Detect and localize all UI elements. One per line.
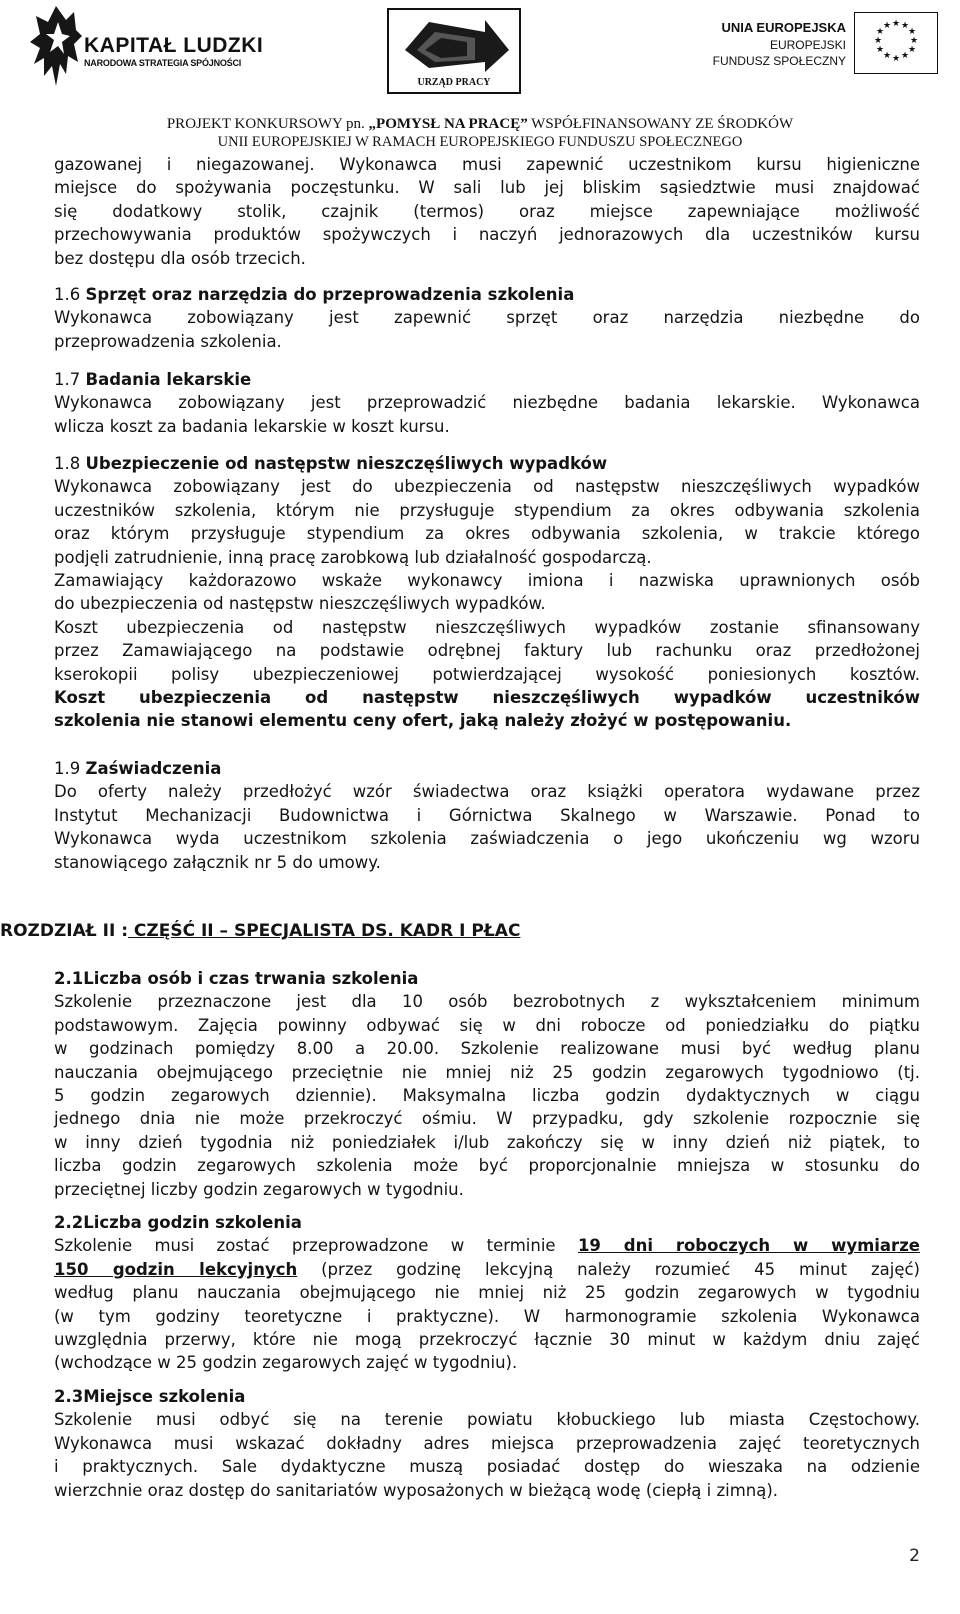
text-line: w inny dzień tygodnia niż poniedziałek i/lub zakończy się w inny dzień niż piątek, to [54,1132,920,1152]
kapital-ludzki-emblem-icon [30,4,84,88]
text-fragment: (przez godzinę lekcyjną należy rozumieć 45 minut zajęć) [297,1259,920,1279]
chapter-prefix: ROZDZIAŁ II : [0,921,128,941]
text-fragment: Szkolenie musi zostać przeprowadzone w terminie [54,1236,578,1256]
text-line: Do oferty należy przedłożyć wzór świadectwa oraz książki operatora wydawane przez [54,782,920,802]
text-line: według planu nauczania obejmującego nie mniej niż 25 godzin zegarowych w tygodniu [54,1283,920,1303]
kapital-ludzki-title: KAPITAŁ LUDZKI [84,34,264,57]
section-number: 1.7 [54,370,86,389]
text-line: 5 godzin zegarowych dziennie). Maksymalna liczba godzin dydaktycznych w ciągu [54,1086,920,1106]
text-line: gazowanej i niegazowanej. Wykonawca musi zapewnić uczestnikom kursu higieniczne [54,155,920,174]
text-line: uczestników szkolenia, którym nie przysługuje stypendium za okres odbywania szkolenia [54,500,920,520]
text-line: oraz którym przysługuje stypendium za okres odbywania szkolenia, w trakcie którego [54,524,920,544]
section-2-1 [54,967,920,1201]
svg-text:★: ★ [891,19,901,29]
section-title: 2.1Liczba osób i czas trwania szkolenia [54,969,419,988]
bold-text-line: Koszt ubezpieczenia od następstw nieszczęśliwych wypadków uczestników [54,688,920,708]
svg-text:★: ★ [873,36,883,46]
text-line: (wchodzące w 25 godzin zegarowych zajęć w tygodniu). [54,1353,518,1373]
section-title: Zaświadczenia [85,759,222,778]
chapter-title: CZĘŚĆ II – SPECJALISTA DS. KADR I PŁAC [128,921,521,941]
text-line: bez dostępu dla osób trzecich. [54,248,306,268]
text-line: do ubezpieczenia od następstw nieszczęśliwych wypadków. [54,594,546,614]
section-title: Sprzęt oraz narzędzia do przeprowadzenia szkolenia [85,285,575,304]
text-line: stanowiącego załącznik nr 5 do umowy. [54,852,381,872]
text-line: wlicza koszt za badania lekarskie w koszt kursu. [54,416,450,436]
section-1-7 [54,368,920,438]
svg-text:★: ★ [882,21,892,31]
section-title: 2.2Liczba godzin szkolenia [54,1213,302,1232]
section-heading [54,452,920,475]
project-title-post: WSPÓŁFINANSOWANY ZE ŚRODKÓW [527,116,794,132]
urzad-pracy-label: URZĄD PRACY [417,77,491,88]
svg-text:★: ★ [875,45,885,55]
svg-text:★: ★ [900,21,910,31]
text-line: przez Zamawiającego na podstawie odrębnej faktury lub rachunku oraz przedłożonej [54,641,920,661]
ue-line-3: FUNDUSZ SPOŁECZNY [712,54,846,68]
text-line: i praktycznych. Sale dydaktyczne muszą posiadać dostęp do wieszaka na odzienie [54,1457,920,1477]
project-title-line-2: UNII EUROPEJSKIEJ W RAMACH EUROPEJSKIEGO FUNDUSZU SPOŁECZNEGO [217,134,743,150]
section-heading [54,368,920,391]
section-number: 1.8 [54,454,86,473]
project-title-pre: PROJEKT KONKURSOWY pn. [166,116,369,132]
text-line: wierzchnie oraz dostęp do sanitariatów wyposażonych w bieżącą wodę (ciepłą i zimną). [54,1480,779,1500]
section-title: 2.3Miejsce szkolenia [54,1387,246,1406]
bold-text-line: szkolenia nie stanowi elementu ceny ofert, jaką należy złożyć w postępowaniu. [54,711,792,731]
kapital-ludzki-logo [30,4,264,88]
text-line: Zamawiający każdorazowo wskaże wykonawcy imiona i nazwiska uprawnionych osób [54,571,920,591]
project-title-line-1 [0,116,960,133]
text-line: jednego dnia nie może przekroczyć ośmiu. W przypadku, gdy szkolenie rozpocznie się [54,1109,920,1129]
text-line: w godzinach pomiędzy 8.00 a 20.00. Szkolenie realizowane musi być według planu [54,1039,920,1059]
svg-text:★: ★ [891,54,901,64]
section-heading [54,757,920,780]
chapter-heading [0,921,520,941]
urzad-pracy-logo [387,8,521,94]
text-line [54,1258,920,1281]
text-line: się dodatkowy stolik, czajnik (termos) oraz miejsce zapewniające możliwość [54,201,920,221]
unia-europejska-logo [712,10,938,76]
text-line: przeciętnej liczby godzin zegarowych w tygodniu. [54,1179,464,1199]
page-number: 2 [909,1546,920,1566]
ue-line-2: EUROPEJSKI [769,38,846,52]
section-1-8 [54,452,920,733]
section-number: 1.6 [54,285,86,304]
eu-flag-icon [854,12,938,74]
kapital-ludzki-subtitle: NARODOWA STRATEGIA SPÓJNOŚCI [84,58,242,68]
text-line: Wykonawca zobowiązany jest do ubezpieczenia od następstw nieszczęśliwych wypadków [54,477,920,497]
text-line: podjęli zatrudnienie, inną pracę zarobkową lub działalność gospodarczą. [54,547,652,567]
svg-text:★: ★ [882,51,892,61]
text-line: przechowywania produktów spożywczych i naczyń jednorazowych dla uczestników kursu [54,225,920,245]
text-line [54,1234,920,1257]
text-line: Wykonawca zobowiązany jest przeprowadzić niezbędne badania lekarskie. Wykonawca [54,393,920,413]
text-line: Wykonawca wyda uczestnikom szkolenia zaświadczenia o jego ukończeniu wg wzoru [54,829,920,849]
text-line: uwzględnia przerwy, które nie mogą przekroczyć łącznie 30 minut w każdym dniu zajęć [54,1330,920,1350]
text-line: nauczania obejmującego przeciętnie nie mniej niż 25 godzin zegarowych tygodniowo (tj. [54,1062,920,1082]
text-line: (w tym godziny teoretyczne i praktyczne). W harmonogramie szkolenia Wykonawca [54,1306,920,1326]
svg-text:★: ★ [900,51,910,61]
text-line: Szkolenie musi odbyć się na terenie powiatu kłobuckiego lub miasta Częstochowy. [54,1410,920,1430]
text-line: Koszt ubezpieczenia od następstw nieszczęśliwych wypadków zostanie sfinansowany [54,617,920,637]
text-line: liczba godzin zegarowych szkolenia może być proporcjonalnie mniejsza w stosunku do [54,1156,920,1176]
text-line: kserokopii polisy ubezpieczeniowej potwierdzającej wysokość poniesionych kosztów. [54,664,920,684]
text-line: przeprowadzenia szkolenia. [54,331,282,351]
emphasis-term: 19 dni roboczych w wymiarze [577,1236,920,1256]
intro-paragraph [54,153,920,270]
svg-text:★: ★ [875,27,885,37]
section-2-3 [54,1385,920,1502]
project-name: „POMYSŁ NA PRACĘ” [368,116,528,132]
text-line: miejsce do spożywania poczęstunku. W sali lub jej bliskim sąsiedztwie musi znajdować [54,178,920,198]
section-1-9 [54,757,920,874]
emphasis-hours: 150 godzin lekcyjnych [54,1259,298,1279]
text-line: podstawowym. Zajęcia powinny odbywać się w dni robocze od poniedziałku do piątku [54,1015,920,1035]
section-title: Badania lekarskie [85,370,252,389]
ue-line-1: UNIA EUROPEJSKA [721,20,846,35]
svg-text:★: ★ [907,27,917,37]
section-1-6 [54,283,920,353]
section-2-2 [54,1211,920,1375]
svg-text:★: ★ [909,36,919,46]
text-line: Instytut Mechanizacji Budownictwa i Górnictwa Skalnego w Warszawie. Ponad to [54,805,920,825]
svg-text:★: ★ [907,45,917,55]
text-line: Wykonawca musi wskazać dokładny adres miejsca przeprowadzenia zajęć teoretycznych [54,1433,920,1453]
text-line: Wykonawca zobowiązany jest zapewnić sprzęt oraz narzędzia niezbędne do [54,308,920,328]
section-title: Ubezpieczenie od następstw nieszczęśliwych wypadków [85,454,608,473]
section-number: 1.9 [54,759,86,778]
text-line: Szkolenie przeznaczone jest dla 10 osób bezrobotnych z wykształceniem minimum [54,992,920,1012]
section-heading [54,283,920,306]
